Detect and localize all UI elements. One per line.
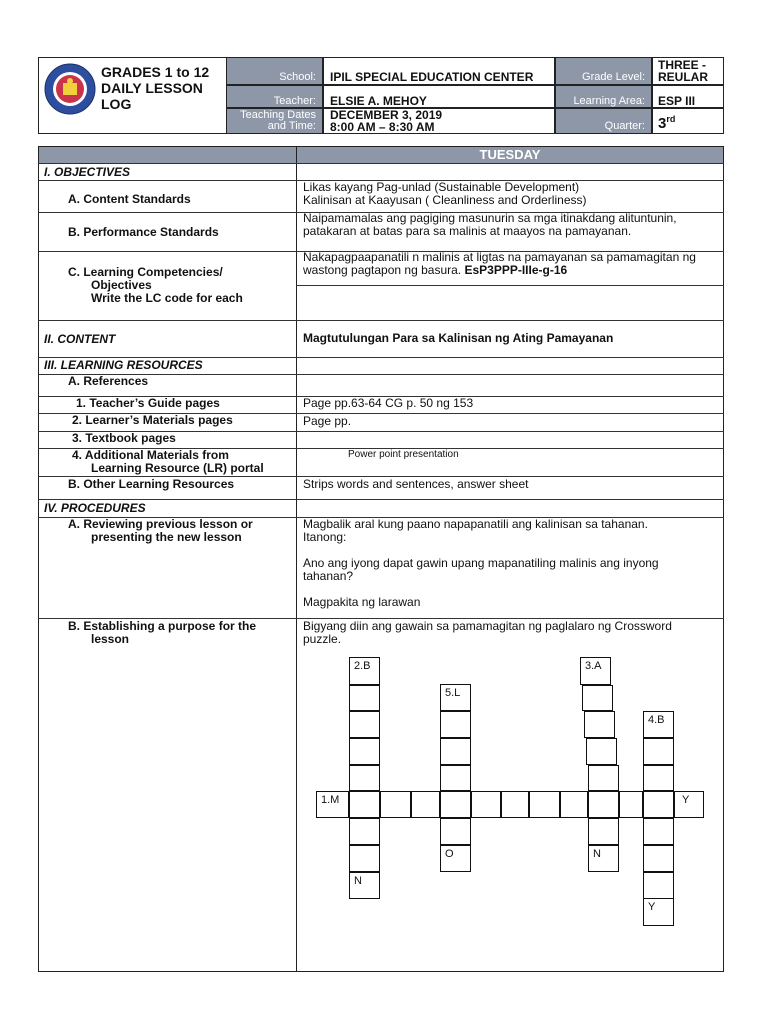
log-title: GRADES 1 to 12 DAILY LESSON LOG (101, 64, 210, 112)
area-value: ESP III (652, 85, 724, 108)
crossword-cell (349, 738, 380, 765)
crossword-cell: 3.A (580, 657, 611, 685)
crossword-cell (349, 818, 380, 845)
school-value: IPIL SPECIAL EDUCATION CENTER (323, 57, 555, 85)
column-divider (296, 146, 297, 972)
crossword-cell (586, 738, 617, 765)
dates-value: DECEMBER 3, 2019 8:00 AM – 8:30 AM (323, 108, 555, 134)
crossword-cell: Y (643, 899, 674, 926)
purpose-value: Bigyang diin ang gawain sa pamamagitan ng paglalaro ng Crossword puzzle. (303, 619, 672, 646)
area-label: Learning Area: (555, 85, 652, 108)
crossword-cell (529, 791, 560, 818)
crossword-cell (349, 765, 380, 791)
crossword-cell (643, 872, 674, 899)
teachers-guide-value: Page pp.63-64 CG p. 50 ng 153 (303, 396, 474, 410)
day-header: TUESDAY (297, 147, 723, 163)
grade-label: Grade Level: (555, 57, 652, 85)
crossword-cell: 1.M (316, 791, 349, 818)
row-line (296, 285, 724, 286)
content-standards-label: A. Content Standards (68, 192, 191, 206)
lc-code: EsP3PPP-IIIe-g-16 (464, 263, 568, 277)
crossword-cell (440, 738, 471, 765)
quarter-value: 3rd (652, 108, 724, 134)
crossword-cell (643, 765, 674, 791)
crossword-cell (440, 791, 471, 818)
crossword-cell (440, 711, 471, 738)
crossword-cell (588, 765, 619, 791)
day-header-left (39, 147, 296, 163)
crossword-cell (440, 818, 471, 845)
crossword-cell: Y (674, 791, 704, 818)
crossword-cell: N (588, 845, 619, 872)
crossword-cell (471, 791, 501, 818)
teacher-value: ELSIE A. MEHOY (323, 85, 555, 108)
content-standards-value: Likas kayang Pag-unlad (Sustainable Development) Kalinisan at Kaayusan ( Cleanliness and Orderliness) (303, 180, 587, 207)
crossword-cell: 2.B (349, 657, 380, 685)
row-line (38, 320, 724, 321)
review-label: A. Reviewing previous lesson or presenting the new lesson (68, 517, 253, 544)
teacher-label: Teacher: (226, 85, 323, 108)
objectives-heading: I. OBJECTIVES (44, 165, 131, 179)
crossword-cell: O (440, 845, 471, 872)
grade-value: THREE - REULAR (652, 57, 724, 85)
deped-seal-icon (44, 63, 96, 115)
crossword-cell (560, 791, 588, 818)
crossword-cell (584, 711, 615, 738)
crossword-cell (582, 685, 613, 711)
crossword-cell: 4.B (643, 711, 674, 738)
other-resources-label: B. Other Learning Resources (68, 477, 235, 491)
school-label: School: (226, 57, 323, 85)
textbook-label: 3. Textbook pages (72, 431, 176, 445)
crossword-cell (349, 845, 380, 872)
learners-materials-value: Page pp. (303, 414, 352, 428)
purpose-label: B. Establishing a purpose for the lesson (68, 619, 257, 646)
teachers-guide-label: 1. Teacher’s Guide pages (76, 396, 220, 410)
quarter-label: Quarter: (555, 108, 652, 134)
content-heading: II. CONTENT (44, 332, 116, 346)
crossword-cell (643, 818, 674, 845)
crossword-cell (349, 685, 380, 711)
crossword-cell: N (349, 872, 380, 899)
crossword-cell (619, 791, 643, 818)
references-label: A. References (68, 374, 149, 388)
performance-standards-value: Naipamamalas ang pagiging masunurin sa mga itinakdang alituntunin, patakaran at batas para sa malinis at maayos na pamayanan. (303, 211, 677, 238)
crossword-cell (643, 791, 674, 818)
dates-label: Teaching Dates and Time: (226, 108, 323, 134)
crossword-cell (349, 711, 380, 738)
crossword-cell (380, 791, 411, 818)
content-value: Magtutulungan Para sa Kalinisan ng Ating Pamayanan (303, 331, 614, 345)
resources-heading: III. LEARNING RESOURCES (44, 358, 203, 372)
crossword-cell (440, 765, 471, 791)
procedures-heading: IV. PROCEDURES (44, 501, 146, 515)
competencies-label: C. Learning Competencies/ Objectives Write the LC code for each (68, 265, 243, 305)
other-resources-value: Strips words and sentences, answer sheet (303, 477, 529, 491)
additional-materials-value: Power point presentation (348, 449, 459, 460)
crossword-cell (501, 791, 529, 818)
review-value: Magbalik aral kung paano napapanatili ang kalinisan sa tahanan. Itanong: Ano ang iyong dapat gawin upang mapanatiling malinis ang inyong tahanan? Magpakita ng larawan (303, 517, 659, 609)
competencies-value: Nakapagpaapanatili n malinis at ligtas na pamayanan sa pamamagitan ng wastong pagtapon ng basura. EsP3PPP-IIIe-g-16 (303, 250, 696, 277)
crossword-cell (349, 791, 380, 818)
crossword-cell (643, 738, 674, 765)
additional-materials-label: 4. Additional Materials from Learning Resource (LR) portal (72, 448, 264, 475)
crossword-cell: 5.L (440, 684, 471, 711)
learners-materials-label: 2. Learner’s Materials pages (72, 413, 233, 427)
crossword-cell (588, 818, 619, 845)
crossword-cell (643, 845, 674, 872)
crossword-cell (588, 791, 619, 818)
performance-standards-label: B. Performance Standards (68, 225, 219, 239)
row-line (38, 163, 724, 164)
row-line (38, 499, 724, 500)
crossword-cell (411, 791, 440, 818)
